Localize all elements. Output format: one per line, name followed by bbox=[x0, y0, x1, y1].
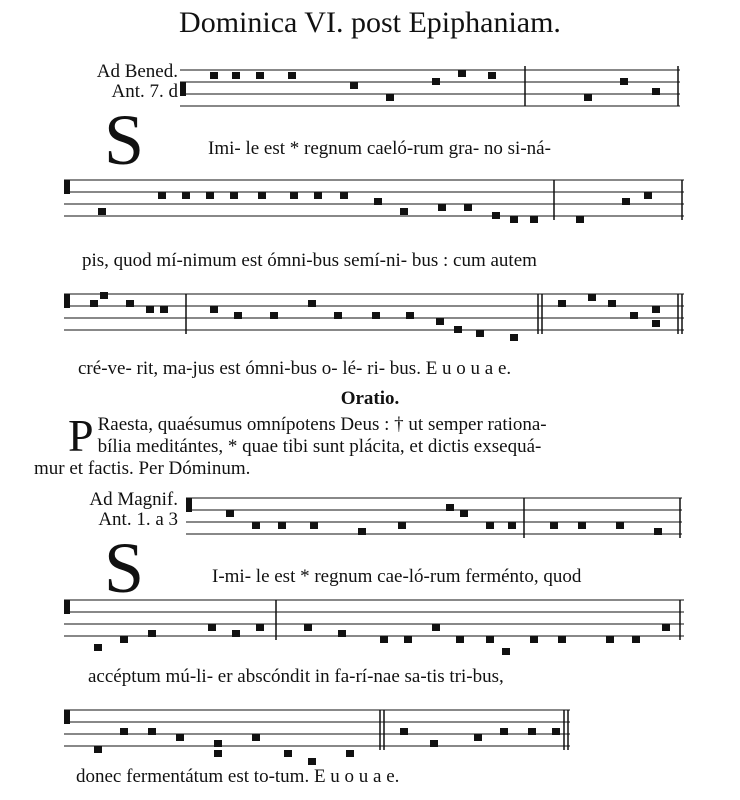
neume bbox=[380, 636, 388, 643]
neume bbox=[654, 528, 662, 535]
magnificat-lyric-line-1: I-mi- le est * regnum cae-ló-rum ferménto, quod bbox=[212, 566, 582, 587]
neume bbox=[464, 204, 472, 211]
chant-staff-6 bbox=[64, 706, 570, 756]
neume bbox=[358, 528, 366, 535]
neume bbox=[288, 72, 296, 79]
neume bbox=[98, 208, 106, 215]
neume bbox=[386, 94, 394, 101]
oratio-line-2: bília meditántes, * quae tibi sunt plácita, et dictis exsequá- bbox=[97, 436, 542, 457]
neume bbox=[400, 728, 408, 735]
neume bbox=[458, 70, 466, 77]
neume bbox=[64, 294, 70, 308]
neume bbox=[446, 504, 454, 511]
neume bbox=[120, 728, 128, 735]
neume bbox=[94, 746, 102, 753]
neume bbox=[278, 522, 286, 529]
neume bbox=[252, 522, 260, 529]
neume bbox=[438, 204, 446, 211]
neume bbox=[270, 312, 278, 319]
neume bbox=[606, 636, 614, 643]
neume bbox=[608, 300, 616, 307]
neume bbox=[148, 630, 156, 637]
neume bbox=[476, 330, 484, 337]
neume bbox=[304, 624, 312, 631]
benedictus-lyric-line-2: pis, quod mí-nimum est ómni-bus semí-ni- bus : cum autem bbox=[82, 250, 537, 271]
neume bbox=[308, 300, 316, 307]
neume bbox=[214, 750, 222, 757]
neume bbox=[346, 750, 354, 757]
magnificat-label-line2: Ant. 1. a 3 bbox=[98, 509, 178, 530]
neume bbox=[94, 644, 102, 651]
neume bbox=[558, 636, 566, 643]
neume bbox=[334, 312, 342, 319]
neume bbox=[160, 306, 168, 313]
neume bbox=[552, 728, 560, 735]
benedictus-lyric-line-3: cré-ve- rit, ma-jus est ómni-bus o- lé- ri- bus. E u o u a e. bbox=[78, 358, 512, 379]
neume bbox=[90, 300, 98, 307]
neume bbox=[406, 312, 414, 319]
neume bbox=[100, 292, 108, 299]
neume bbox=[622, 198, 630, 205]
neume bbox=[510, 334, 518, 341]
neume bbox=[652, 320, 660, 327]
neume bbox=[210, 306, 218, 313]
neume bbox=[310, 522, 318, 529]
neume bbox=[500, 728, 508, 735]
neume bbox=[290, 192, 298, 199]
neume bbox=[256, 624, 264, 631]
neume bbox=[64, 600, 70, 614]
neume bbox=[374, 198, 382, 205]
magnificat-lyric-line-3: donec fermentátum est to-tum. E u o u a e. bbox=[76, 766, 400, 787]
neume bbox=[578, 522, 586, 529]
neume bbox=[146, 306, 154, 313]
neume bbox=[510, 216, 518, 223]
neume bbox=[308, 758, 316, 765]
benedictus-label-line1: Ad Bened. bbox=[96, 61, 178, 82]
chant-staff-3 bbox=[64, 290, 684, 340]
oratio-line-3: mur et factis. Per Dóminum. bbox=[34, 458, 251, 479]
benedictus-label-line2: Ant. 7. d bbox=[111, 81, 178, 102]
magnificat-label-line1: Ad Magnif. bbox=[89, 489, 178, 510]
neume bbox=[632, 636, 640, 643]
page-title: Dominica VI. post Epiphaniam. bbox=[179, 6, 561, 39]
neume bbox=[232, 630, 240, 637]
neume bbox=[432, 78, 440, 85]
neume bbox=[652, 88, 660, 95]
neume bbox=[550, 522, 558, 529]
neume bbox=[502, 648, 510, 655]
neume bbox=[158, 192, 166, 199]
neume bbox=[256, 72, 264, 79]
neume bbox=[432, 624, 440, 631]
neume bbox=[530, 216, 538, 223]
magnificat-initial: S bbox=[104, 528, 145, 608]
neume bbox=[350, 82, 358, 89]
neume bbox=[208, 624, 216, 631]
neume bbox=[226, 510, 234, 517]
chant-staff-2 bbox=[64, 176, 684, 226]
oratio-heading: Oratio. bbox=[340, 388, 400, 409]
benedictus-lyric-line-1: Imi- le est * regnum caeló-rum gra- no si-ná- bbox=[208, 138, 551, 159]
neume bbox=[630, 312, 638, 319]
neume bbox=[400, 208, 408, 215]
neume bbox=[616, 522, 624, 529]
benedictus-initial: S bbox=[104, 100, 145, 180]
neume bbox=[252, 734, 260, 741]
oratio-text bbox=[34, 410, 688, 480]
neume bbox=[576, 216, 584, 223]
neume bbox=[232, 72, 240, 79]
neume bbox=[486, 522, 494, 529]
neume bbox=[148, 728, 156, 735]
neume bbox=[454, 326, 462, 333]
neume bbox=[486, 636, 494, 643]
neume bbox=[120, 636, 128, 643]
oratio-line-1: Raesta, quaésumus omnípotens Deus : † ut semper rationa- bbox=[97, 414, 547, 435]
neume bbox=[652, 306, 660, 313]
neume bbox=[460, 510, 468, 517]
neume bbox=[474, 734, 482, 741]
neume bbox=[64, 710, 70, 724]
magnificat-lyric-line-2: accéptum mú-li- er abscóndit in fa-rí-nae sa-tis tri-bus, bbox=[88, 666, 504, 687]
neume bbox=[644, 192, 652, 199]
neume bbox=[340, 192, 348, 199]
neume bbox=[314, 192, 322, 199]
neume bbox=[456, 636, 464, 643]
neume bbox=[284, 750, 292, 757]
neume bbox=[530, 636, 538, 643]
neume bbox=[64, 180, 70, 194]
neume bbox=[182, 192, 190, 199]
neume bbox=[258, 192, 266, 199]
neume bbox=[126, 300, 134, 307]
neume bbox=[436, 318, 444, 325]
chant-staff-1 bbox=[180, 62, 680, 112]
neume bbox=[176, 734, 184, 741]
neume bbox=[404, 636, 412, 643]
chant-staff-5 bbox=[64, 596, 684, 646]
magnificat-mode-label bbox=[60, 490, 178, 530]
neume bbox=[206, 192, 214, 199]
neume bbox=[186, 498, 192, 512]
neume bbox=[430, 740, 438, 747]
neume bbox=[398, 522, 406, 529]
neume bbox=[214, 740, 222, 747]
benedictus-mode-label bbox=[60, 62, 178, 102]
neume bbox=[488, 72, 496, 79]
neume bbox=[372, 312, 380, 319]
neume bbox=[230, 192, 238, 199]
neume bbox=[584, 94, 592, 101]
neume bbox=[210, 72, 218, 79]
neume bbox=[234, 312, 242, 319]
neume bbox=[620, 78, 628, 85]
neume bbox=[662, 624, 670, 631]
neume bbox=[338, 630, 346, 637]
oratio-initial: P bbox=[68, 410, 94, 461]
neume bbox=[528, 728, 536, 735]
neume bbox=[180, 82, 186, 96]
neume bbox=[508, 522, 516, 529]
neume bbox=[558, 300, 566, 307]
chant-staff-4 bbox=[186, 494, 682, 544]
neume bbox=[588, 294, 596, 301]
neume bbox=[492, 212, 500, 219]
